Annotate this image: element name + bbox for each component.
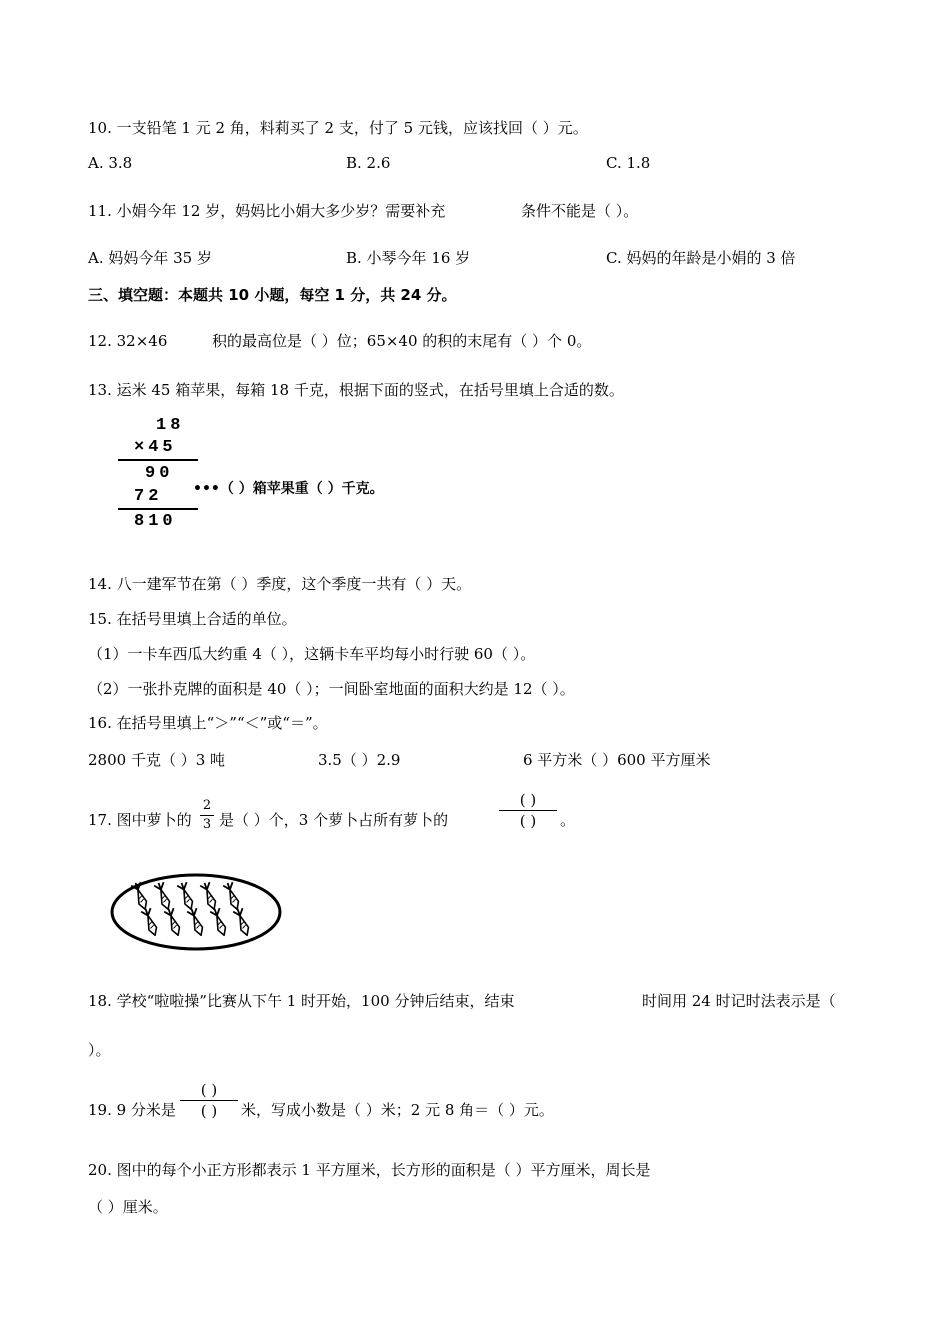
q17-frac-denominator: 3 — [202, 817, 212, 832]
q15-stem: 15. 在括号里填上合适的单位。 — [88, 610, 297, 628]
q17-fraction — [200, 798, 214, 833]
q10-stem: 10. 一支铅笔 1 元 2 角，料莉买了 2 支，付了 5 元钱，应该找回（ ）元。 — [88, 119, 588, 137]
q12-part1: 12. 32×46 — [88, 332, 168, 350]
carrot-row-bottom — [141, 907, 252, 937]
vmul-rule-top — [118, 459, 198, 461]
q10-option-a: A. 3.8 — [88, 154, 133, 172]
q18-line2: ）。 — [88, 1041, 111, 1059]
carrot-icon — [141, 907, 160, 937]
q19-part1: 19. 9 分米是 — [88, 1101, 176, 1119]
q13-stem: 13. 运米 45 箱苹果，每箱 18 千克，根据下面的竖式，在括号里填上合适的数。 — [88, 381, 624, 399]
carrot-icon — [177, 881, 196, 911]
q13-annotation: •••（ ）箱苹果重（ ）千克。 — [193, 481, 384, 497]
q17-part2: 是（ ）个，3 个萝卜占所有萝卜的 — [219, 811, 449, 829]
q11-option-b: B. 小琴今年 16 岁 — [346, 249, 471, 267]
q11-option-a: A. 妈妈今年 35 岁 — [88, 249, 212, 267]
q15-sub1: （1）一卡车西瓜大约重 4（ ），这辆卡车平均每小时行驶 60（ ）。 — [88, 645, 536, 663]
carrot-icon — [210, 907, 229, 937]
section-heading: 三、填空题：本题共 10 小题，每空 1 分，共 24 分。 — [88, 286, 457, 304]
q20-line2: （ ）厘米。 — [88, 1198, 168, 1216]
q16-item1: 2800 千克（ ）3 吨 — [88, 751, 226, 769]
vertical-multiplication — [110, 412, 340, 537]
carrot-oval-figure — [108, 872, 284, 952]
carrot-icon — [187, 907, 206, 937]
vmul-multiplier: ×45 — [134, 438, 177, 457]
q12-part2: 积的最高位是（ ）位；65×40 的积的末尾有（ ）个 0。 — [212, 332, 592, 350]
q15-sub2: （2）一张扑克牌的面积是 40（ ）；一间卧室地面的面积大约是 12（ ）。 — [88, 680, 575, 698]
carrot-icon — [164, 907, 183, 937]
q17-frac-numerator: 2 — [202, 798, 212, 813]
q17-blank-numerator: ( ) — [519, 791, 537, 809]
q16-item3: 6 平方米（ ）600 平方厘米 — [523, 751, 711, 769]
carrot-row-top — [131, 881, 242, 911]
vmul-rule-bottom — [118, 508, 198, 510]
q11-stem-part1: 11. 小娟今年 12 岁，妈妈比小娟大多少岁？需要补充 — [88, 202, 446, 220]
q17-blank-fraction — [499, 790, 557, 831]
vmul-multiplicand: 18 — [156, 416, 185, 435]
q11-stem-part2: 条件不能是（ ）。 — [521, 202, 639, 220]
q14-stem: 14. 八一建军节在第（ ）季度，这个季度一共有（ ）天。 — [88, 575, 472, 593]
carrot-icon — [223, 881, 242, 911]
q18-line1-part2: 时间用 24 时记时法表示是（ — [642, 992, 836, 1010]
q17-frac-bar — [200, 815, 214, 816]
q19-blank-numerator: ( ) — [200, 1081, 218, 1099]
vmul-partial-2: 72 — [134, 487, 163, 506]
carrot-icon — [200, 881, 219, 911]
q10-option-c: C. 1.8 — [606, 154, 651, 172]
q19-part2: 米，写成小数是（ ）米；2 元 8 角＝（ ）元。 — [241, 1101, 554, 1119]
q17-part3: 。 — [560, 811, 576, 829]
q19-blank-fraction — [180, 1080, 238, 1121]
q18-line1-part1: 18. 学校“啦啦操”比赛从下午 1 时开始，100 分钟后结束，结束 — [88, 992, 515, 1010]
q16-item2: 3.5（ ）2.9 — [318, 751, 401, 769]
carrot-icon — [154, 881, 173, 911]
q16-stem: 16. 在括号里填上“＞”“＜”或“＝”。 — [88, 714, 328, 732]
vmul-result: 810 — [134, 512, 177, 531]
q10-option-b: B. 2.6 — [346, 154, 391, 172]
q20-line1: 20. 图中的每个小正方形都表示 1 平方厘米，长方形的面积是（ ）平方厘米，周长是 — [88, 1161, 651, 1179]
q17-blank-denominator: ( ) — [519, 812, 537, 830]
q11-option-c: C. 妈妈的年龄是小娟的 3 倍 — [606, 249, 796, 267]
vmul-partial-1: 90 — [145, 464, 174, 483]
q17-part1: 17. 图中萝卜的 — [88, 811, 192, 829]
carrot-icon — [233, 907, 252, 937]
q19-blank-denominator: ( ) — [200, 1102, 218, 1120]
